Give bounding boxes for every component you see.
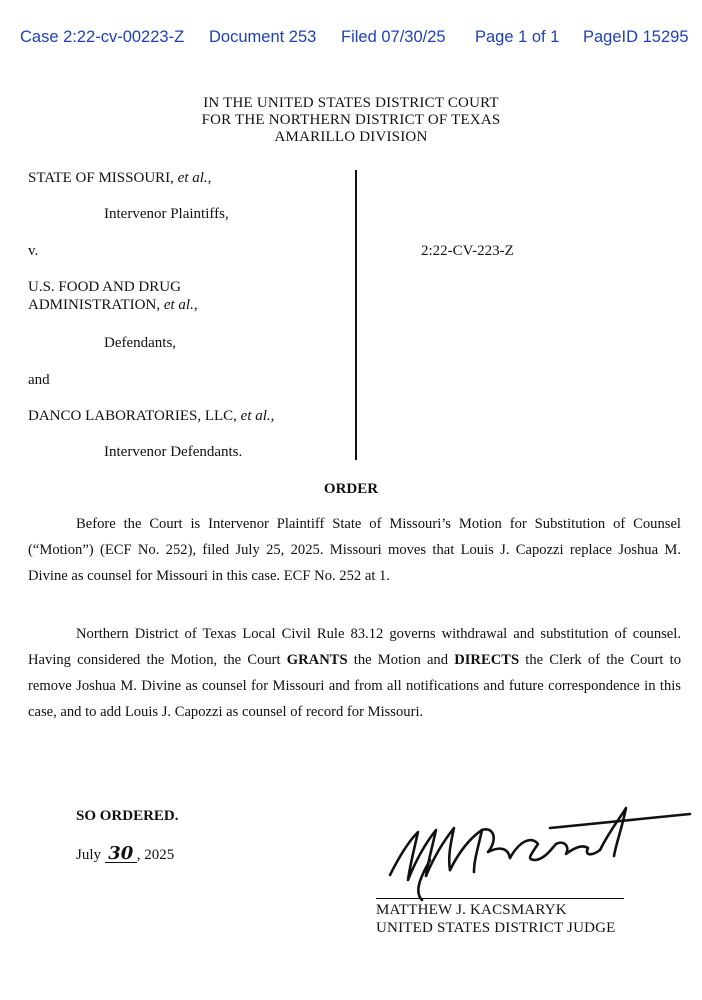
handwritten-day: 30 xyxy=(105,846,137,863)
versus: v. xyxy=(28,243,39,259)
defendant-role: Defendants, xyxy=(104,335,177,351)
grants-emphasis: GRANTS xyxy=(286,652,348,668)
intervenor-defendant-role: Intervenor Defendants. xyxy=(104,444,243,460)
caption-divider xyxy=(355,170,357,460)
order-title: ORDER xyxy=(323,481,379,497)
order-paragraph-2: Northern District of Texas Local Civil Rule 83.12 governs withdrawal and substitution of counsel. Having considered the Motion, the Court GRANTS the Motion and DIRECTS the Clerk of the Court to remove Joshua M. Divine as counsel for Missouri and from all notifications and future correspondence in this case, and to add Louis J. Capozzi as counsel of record for Missouri. xyxy=(28,626,682,720)
defendant-name-line2: ADMINISTRATION, et al., xyxy=(28,297,198,313)
judge-title: UNITED STATES DISTRICT JUDGE xyxy=(376,920,616,936)
order-date: July 30 , 2025 xyxy=(76,843,175,864)
intervenor-defendant-name: DANCO LABORATORIES, LLC, et al., xyxy=(28,408,275,424)
civil-case-number: 2:22-CV-223-Z xyxy=(421,243,514,259)
court-line: AMARILLO DIVISION xyxy=(274,129,428,145)
defendant-name-line1: U.S. FOOD AND DRUG xyxy=(28,279,181,295)
order-paragraph-1: Before the Court is Intervenor Plaintiff State of Missouri’s Motion for Substitution of Counsel (“Motion”) (ECF No. 252), filed July 25, 2025. Missouri moves that Louis J. Capozzi replace Joshua M. Divine as counsel for Missouri in this case. ECF No. 252 at 1. xyxy=(28,516,681,584)
court-line: FOR THE NORTHERN DISTRICT OF TEXAS xyxy=(201,112,501,128)
and-conjunction: and xyxy=(28,372,50,388)
judge-name: MATTHEW J. KACSMARYK xyxy=(376,902,567,918)
court-line: IN THE UNITED STATES DISTRICT COURT xyxy=(203,95,499,111)
plaintiff-name: STATE OF MISSOURI, et al., xyxy=(28,170,212,186)
filed-date-stamp: Filed 07/30/25 xyxy=(341,28,446,46)
so-ordered: SO ORDERED. xyxy=(76,808,179,824)
court-heading xyxy=(0,95,702,146)
document-number-stamp: Document 253 xyxy=(209,28,317,46)
plaintiff-role: Intervenor Plaintiffs, xyxy=(104,206,229,222)
page-id-stamp: PageID 15295 xyxy=(583,28,689,46)
judge-signature xyxy=(370,800,700,910)
case-number-stamp: Case 2:22-cv-00223-Z xyxy=(20,28,185,46)
signature-line xyxy=(376,898,624,899)
directs-emphasis: DIRECTS xyxy=(454,652,520,668)
page-count-stamp: Page 1 of 1 xyxy=(475,28,560,46)
